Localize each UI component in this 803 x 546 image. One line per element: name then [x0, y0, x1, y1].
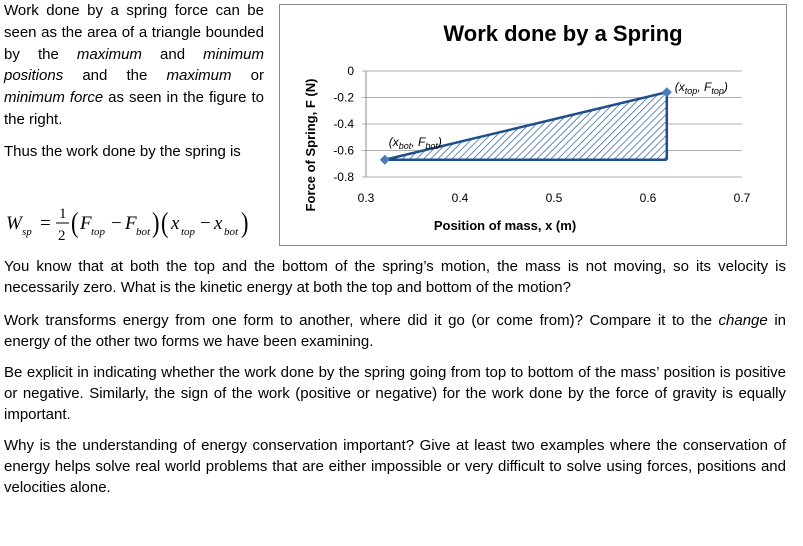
chart-frame: [279, 4, 787, 246]
formula-x-bot-sub: bot: [224, 226, 239, 238]
formula-frac-num: 1: [59, 206, 67, 222]
formula-x-top-sub: top: [181, 226, 196, 238]
formula-f-bot-sub: bot: [136, 226, 151, 238]
formula-w: W: [6, 213, 22, 234]
chart-title: Work done by a Spring: [443, 21, 683, 46]
y-tick-label: -0.2: [333, 90, 354, 105]
paren-close-2: ): [241, 207, 249, 239]
x-tick-label: 0.3: [357, 191, 375, 205]
x-tick-label: 0.4: [451, 191, 469, 205]
formula-x-bot: x: [214, 213, 223, 234]
intro-paragraph-2: Thus the work done by the spring is: [4, 142, 241, 160]
body-paragraph-1: You know that at both the top and the bottom of the spring’s motion, the mass is not moving, so its velocity is necessarily zero. What is the kinetic energy at both the top and bottom of the motion?: [4, 258, 786, 296]
formula-x-top: x: [171, 213, 180, 234]
bottom-point-label: ($x_{bot}$, $F_{bot}$): [388, 134, 442, 151]
y-tick-label: -0.6: [333, 143, 354, 158]
formula-f-top: F: [80, 213, 92, 234]
formula-minus-1: −: [111, 213, 122, 234]
formula-equals: =: [40, 213, 51, 234]
top-point-label: ($x_{top}$, $F_{top}$): [674, 80, 728, 97]
paren-open-2: (: [161, 207, 169, 239]
x-tick-label: 0.7: [733, 191, 751, 205]
body-paragraph-4: Why is the understanding of energy conservation important? Give at least two examples where the conservation of energy helps solve real world problems that are either impossible or very difficult to solve using forces, positions and velocities alone.: [4, 437, 786, 496]
x-tick-label: 0.5: [545, 191, 563, 205]
formula-f-bot: F: [125, 213, 137, 234]
intro-text: [4, 0, 264, 163]
y-axis-label: Force of Spring, F (N): [303, 78, 318, 212]
work-formula: [4, 200, 274, 250]
formula-f-top-sub: top: [91, 226, 106, 238]
paren-close-1: ): [152, 207, 160, 239]
spring-work-chart: [280, 5, 786, 245]
body-paragraph-3: Be explicit in indicating whether the work done by the spring going from top to bottom of the mass’ position is positive or negative. Similarly, the sign of the work (positive or negative) for the work done by the force of gravity is equally important.: [4, 364, 786, 423]
formula-frac-den: 2: [58, 228, 66, 244]
intro-paragraph-1: Work done by a spring force can be seen as the area of a triangle bounded by the maximum and minimum positions and the maximum or minimum force as seen in the figure to the right.: [4, 2, 264, 128]
body-text: [4, 256, 786, 508]
x-axis-label: Position of mass, x (m): [433, 218, 577, 233]
formula-minus-2: −: [200, 213, 211, 234]
y-tick-label: -0.8: [333, 170, 354, 184]
y-tick-label: -0.4: [333, 117, 354, 131]
formula-w-sub: sp: [22, 226, 32, 238]
marker-bottom-point: [380, 155, 390, 165]
y-tick-labels: [333, 64, 354, 184]
body-paragraph-2: Work transforms energy from one form to another, where did it go (or come from)? Compare it to the change in energy of the other two forms we have been examining.: [4, 312, 787, 350]
x-tick-labels: [358, 191, 751, 205]
x-tick-label: 0.6: [639, 191, 657, 205]
paren-open-1: (: [71, 207, 79, 239]
y-tick-label: 0: [347, 64, 354, 78]
